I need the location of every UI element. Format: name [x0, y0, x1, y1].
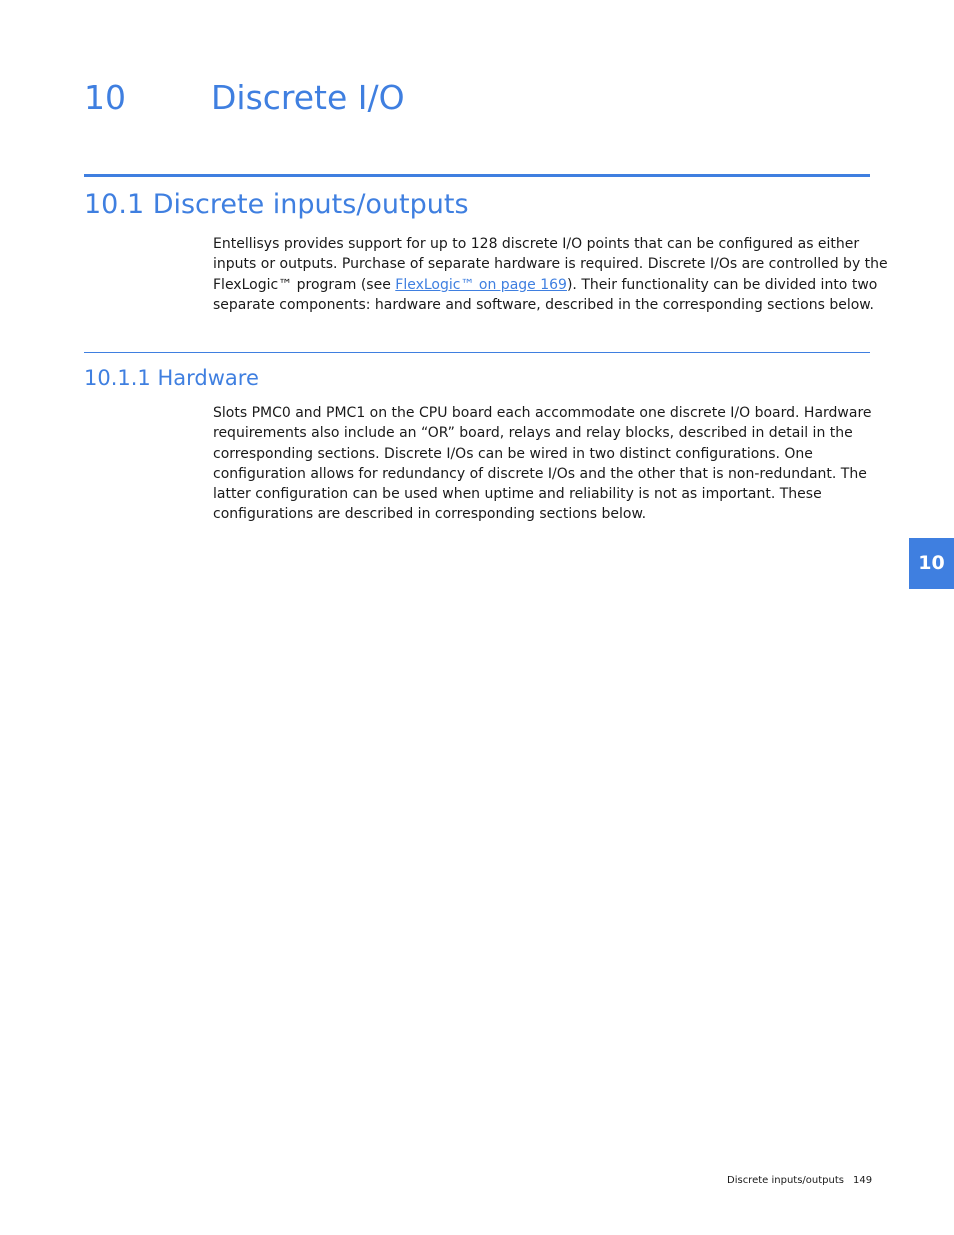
- paragraph-line: [213, 275, 878, 295]
- paragraph-line: separate components: hardware and software, described in the corresponding sections below.: [213, 296, 874, 313]
- footer-section-name: Discrete inputs/outputs: [727, 1175, 844, 1186]
- paragraph-text: ). Their functionality can be divided into two: [566, 276, 878, 293]
- paragraph-line: configuration allows for redundancy of discrete I/Os and the other that is non-redundant. The: [213, 465, 867, 482]
- paragraph-line: corresponding sections. Discrete I/Os can be wired in two distinct configurations. One: [213, 445, 813, 462]
- chapter-title: Discrete I/O: [211, 78, 405, 117]
- paragraph-line: Slots PMC0 and PMC1 on the CPU board each accommodate one discrete I/O board. Hardware: [213, 405, 872, 421]
- flexlogic-page-link[interactable]: FlexLogic™ on page 169: [395, 276, 567, 293]
- footer-page-number: 149: [853, 1175, 873, 1186]
- paragraph-line: configurations are described in corresponding sections below.: [213, 506, 647, 523]
- chapter-number: 10: [84, 78, 126, 117]
- subsection-title: 10.1.1 Hardware: [84, 366, 259, 390]
- paragraph-line: Entellisys provides support for up to 128 discrete I/O points that can be configured as either: [213, 236, 860, 252]
- paragraph-text: FlexLogic™ program (see: [213, 276, 396, 293]
- section-divider: [84, 174, 870, 177]
- paragraph-line: inputs or outputs. Purchase of separate hardware is required. Discrete I/Os are controlled by the: [213, 256, 888, 273]
- subsection-paragraph: [213, 403, 873, 525]
- paragraph-line: requirements also include an “OR” board, relays and relay blocks, described in detail in the: [213, 425, 853, 442]
- paragraph-line: latter configuration can be used when uptime and reliability is not as important. These: [213, 486, 822, 503]
- subsection-divider: [84, 352, 870, 353]
- section-paragraph: [213, 234, 888, 315]
- section-title: 10.1 Discrete inputs/outputs: [84, 189, 469, 220]
- chapter-tab: 10: [909, 538, 954, 589]
